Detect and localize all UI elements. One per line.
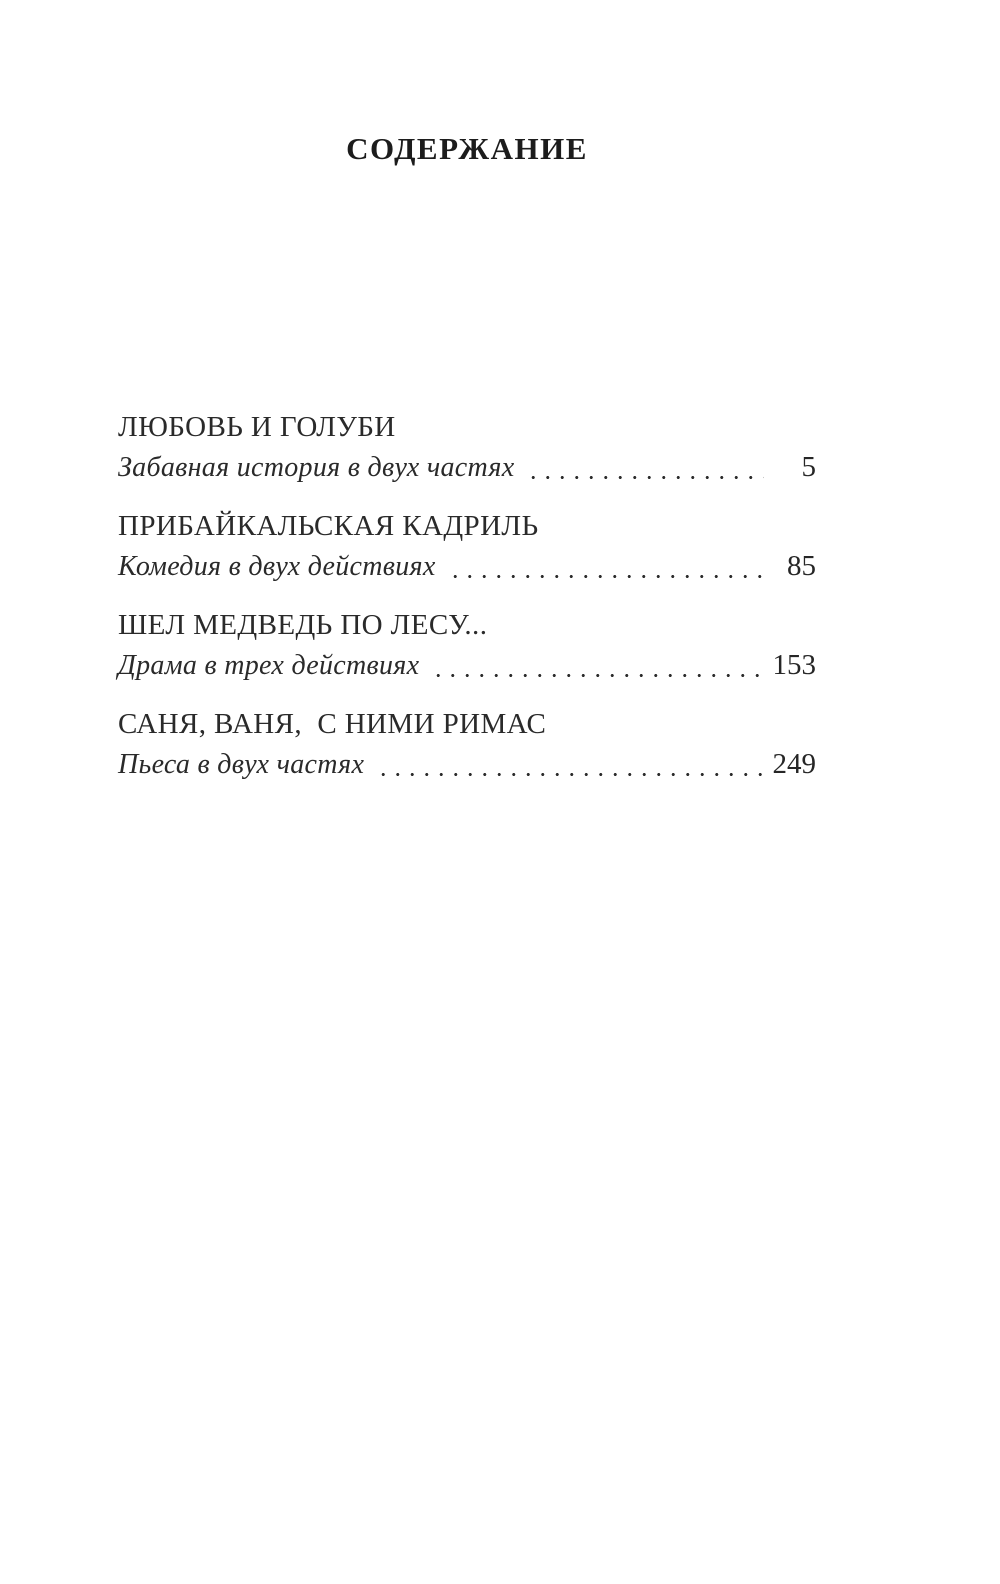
page-number: 153 — [772, 649, 816, 681]
toc-entry-subtitle: Комедия в двух действиях — [118, 551, 436, 582]
dot-leader — [526, 476, 764, 479]
contents-heading: СОДЕРЖАНИЕ — [346, 131, 588, 166]
page-number: 5 — [801, 451, 816, 483]
toc-entry-title: САНЯ, ВАНЯ, С НИМИ РИМАС — [118, 708, 547, 740]
toc-entries — [118, 407, 816, 803]
toc-entry-subtitle: Драма в трех действиях — [118, 650, 420, 681]
toc-entry — [118, 704, 816, 785]
toc-entry-title: ПРИБАЙКАЛЬСКАЯ КАДРИЛЬ — [118, 510, 539, 542]
toc-entry — [118, 605, 816, 686]
toc-entry-subtitle: Забавная история в двух частях — [118, 452, 515, 483]
toc-entry-row — [118, 546, 816, 587]
toc-entry — [118, 407, 816, 488]
toc-entry-subtitle: Пьеса в двух частях — [118, 749, 365, 780]
toc-entry-row — [118, 447, 816, 488]
toc-entry-row — [118, 744, 816, 785]
toc-entry-title: ШЕЛ МЕДВЕДЬ ПО ЛЕСУ... — [118, 609, 488, 641]
toc-entry-title: ЛЮБОВЬ И ГОЛУБИ — [118, 411, 396, 443]
dot-leader — [376, 773, 764, 776]
dot-leader — [448, 575, 764, 578]
toc-entry-row — [118, 645, 816, 686]
page-number: 249 — [772, 748, 816, 780]
dot-leader — [431, 674, 764, 677]
toc-entry — [118, 506, 816, 587]
page-number: 85 — [787, 550, 816, 582]
